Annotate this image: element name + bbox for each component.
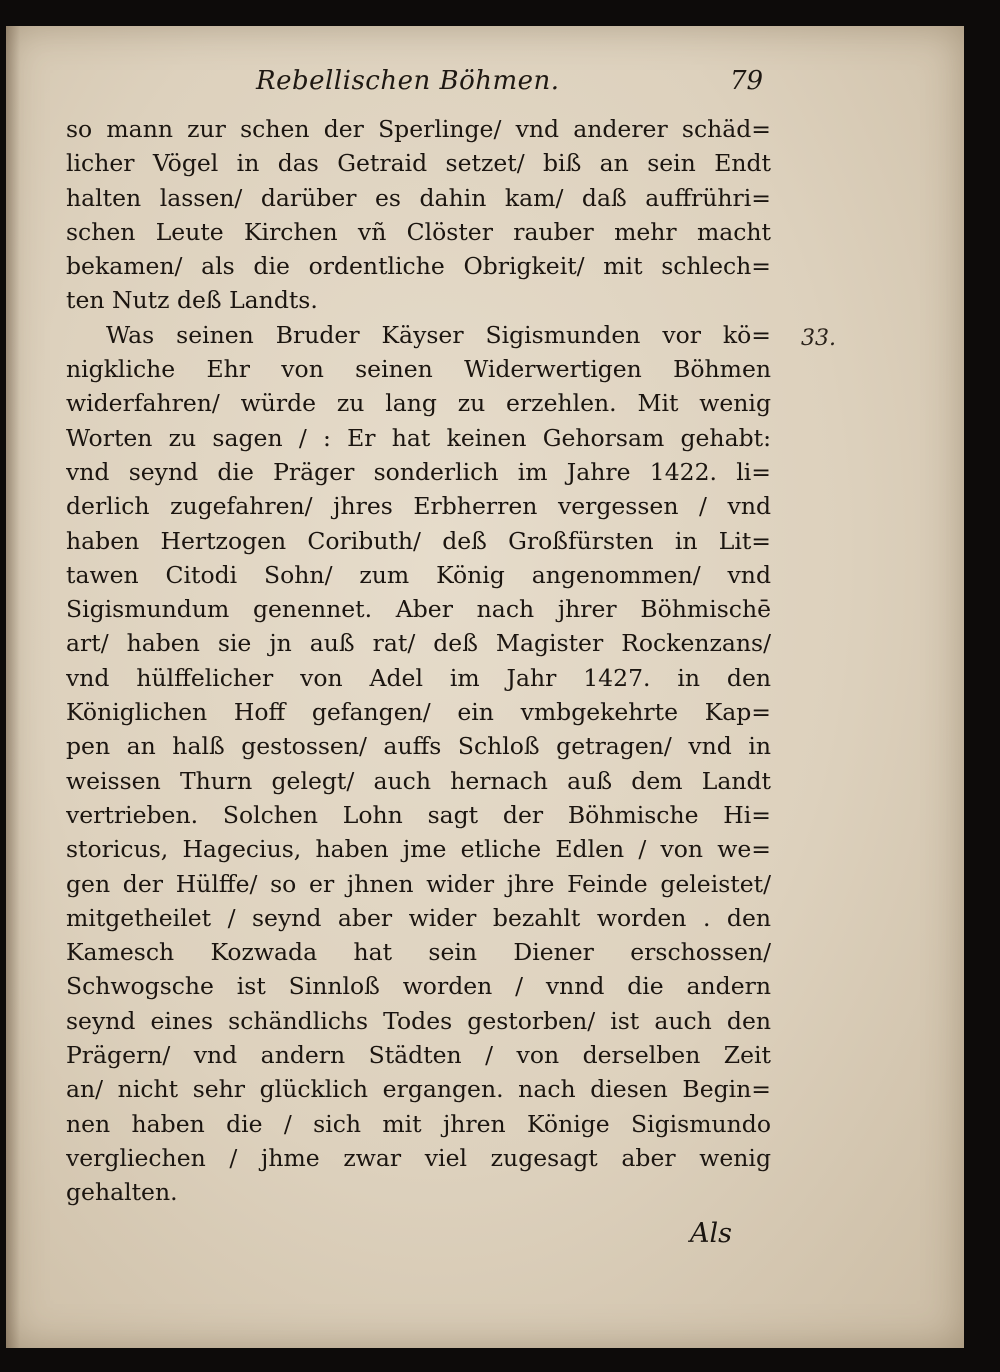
body-text xyxy=(66,112,771,1210)
text-line: vnd hülffelicher von Adel im Jahr 1427. in den xyxy=(66,663,771,692)
text-line: bekamen/ als die ordentliche Obrigkeit/ mit schlech= xyxy=(66,252,771,281)
text-line: mitgetheilet / seynd aber wider bezahlt worden . den xyxy=(66,903,771,932)
book-page xyxy=(6,26,964,1348)
text-line: pen an halß gestossen/ auffs Schloß getragen/ vnd in xyxy=(66,732,771,761)
text-line: Kamesch Kozwada hat sein Diener erschossen/ xyxy=(66,938,771,967)
text-line: vertrieben. Solchen Lohn sagt der Böhmische Hi= xyxy=(66,800,771,829)
text-line: haben Hertzogen Coributh/ deß Großfürsten in Lit= xyxy=(66,526,771,555)
text-line: nigkliche Ehr von seinen Widerwertigen Böhmen xyxy=(66,355,771,384)
text-line: Was seinen Bruder Käyser Sigismunden vor kö= xyxy=(106,320,771,349)
running-head: Rebellischen Böhmen. xyxy=(256,66,560,96)
text-line: derlich zugefahren/ jhres Erbherren vergessen / vnd xyxy=(66,492,771,521)
text-line: an/ nicht sehr glücklich ergangen. nach diesen Begin= xyxy=(66,1075,771,1104)
text-line: Sigismundum genennet. Aber nach jhrer Böhmischē xyxy=(66,595,771,624)
text-line: Schwogsche ist Sinnloß worden / vnnd die andern xyxy=(66,972,771,1001)
text-line: art/ haben sie jn auß rat/ deß Magister Rockenzans/ xyxy=(66,629,771,658)
text-line: widerfahren/ würde zu lang zu erzehlen. Mit wenig xyxy=(66,389,771,418)
text-line: vergliechen / jhme zwar viel zugesagt aber wenig xyxy=(66,1143,771,1172)
text-line: nen haben die / sich mit jhren Könige Sigismundo xyxy=(66,1109,771,1138)
text-line: Worten zu sagen / : Er hat keinen Gehorsam gehabt: xyxy=(66,423,771,452)
text-line: gen der Hülffe/ so er jhnen wider jhre Feinde geleistet/ xyxy=(66,869,771,898)
text-line: schen Leute Kirchen vñ Clöster rauber mehr macht xyxy=(66,217,771,246)
text-line: so mann zur schen der Sperlinge/ vnd anderer schäd= xyxy=(66,115,771,143)
text-line: vnd seynd die Präger sonderlich im Jahre 1422. li= xyxy=(66,457,771,486)
text-line: ten Nutz deß Landts. xyxy=(66,286,318,315)
text-line: weissen Thurn gelegt/ auch hernach auß dem Landt xyxy=(66,766,771,795)
margin-note: 33. xyxy=(801,326,836,351)
page-header xyxy=(6,66,964,110)
text-line: gehalten. xyxy=(66,1178,178,1207)
text-line: halten lassen/ darüber es dahin kam/ daß auffrühri= xyxy=(66,183,771,212)
text-line: tawen Citodi Sohn/ zum König angenommen/ vnd xyxy=(66,560,771,589)
text-line: storicus, Hagecius, haben jme etliche Edlen / von we= xyxy=(66,835,771,864)
text-line: Prägern/ vnd andern Städten / von derselben Zeit xyxy=(66,1041,771,1070)
page-number: 79 xyxy=(730,66,764,96)
text-line: seynd eines schändlichs Todes gestorben/ ist auch den xyxy=(66,1006,771,1035)
text-line: licher Vögel in das Getraid setzet/ biß an sein Endt xyxy=(66,149,771,178)
page-gutter-shadow xyxy=(6,26,20,1348)
catchword: Als xyxy=(690,1218,732,1249)
text-line: Königlichen Hoff gefangen/ ein vmbgekehrte Kap= xyxy=(66,698,771,727)
